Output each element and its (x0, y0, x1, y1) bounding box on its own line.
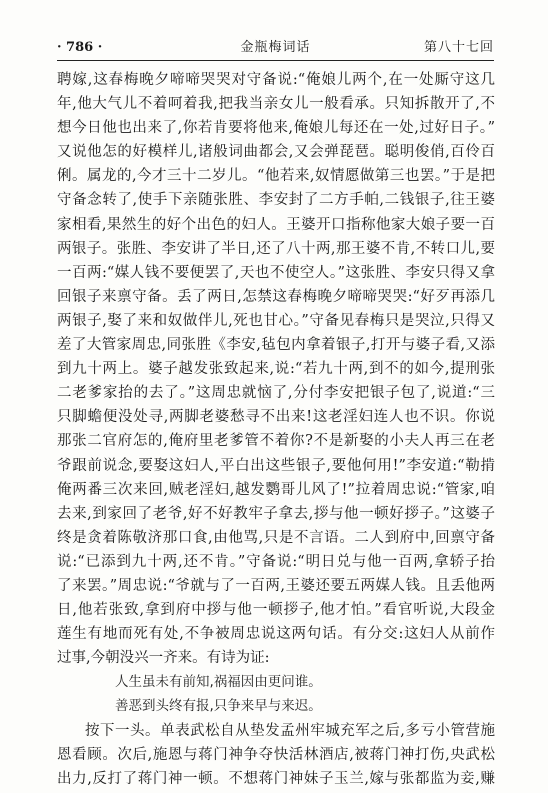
text-line: 莲生有地而死有处,不争被周忠说这两句话。有分交:这妇人从前作 (57, 626, 495, 643)
page-number: · 786 · (57, 40, 103, 55)
text-line: 想今日他也出来了,你若肯要将他来,俺娘儿每还在一处,过好日子。” (57, 120, 495, 137)
text-line: 那张二官府怎的,俺府里老爹管不着你?不是新娶的小夫人再三在老 (57, 433, 495, 450)
poem (57, 670, 495, 718)
text-line: 俺两番三次来回,贼老淫妇,越发鹦哥儿风了!”拉着周忠说:“管家,咱 (57, 481, 495, 498)
text-line: 差了大管家周忠,同张胜《李安,毡包内拿着银子,打开与婆子看,又添 (57, 337, 495, 354)
text-line: 到九十两上。婆子越发张致起来,说:“若九十两,到不的如今,提刑张 (57, 361, 495, 378)
text-line: 两银子,娶了来和奴做伴儿,死也甘心。”守备见春梅只是哭泣,只得又 (57, 312, 495, 329)
poem-line: 人生虽未有前知,祸福因由更问谁。 (115, 674, 322, 691)
running-header (57, 38, 494, 60)
text-line: 终是贪着陈敬济那口食,由他骂,只是不言语。二人到府中,回禀守备 (57, 529, 495, 546)
text-line: 爷跟前说念,要娶这妇人,平白出这些银子,要他何用!”李安道:“勒掯 (57, 457, 495, 474)
body-text (57, 68, 495, 791)
header-rule (57, 60, 494, 61)
chapter-title: 第八十七回 (423, 40, 494, 55)
paragraph (57, 719, 495, 791)
text-line: 守备念转了,使手下亲随张胜、李安封了二方手帕,二钱银子,往王婆 (57, 192, 495, 209)
book-title: 金瓶梅词话 (240, 40, 311, 55)
paragraph (57, 68, 495, 670)
text-line: 过事,今朝没兴一齐来。有诗为证: (57, 650, 270, 667)
text-line: 去来,到家回了老爷,好不好教牢子拿去,拶与他一顿好拶子。”这婆子 (57, 505, 495, 522)
text-line: 回银子来禀守备。丢了两日,怎禁这春梅晚夕啼啼哭哭:“好歹再添几 (57, 288, 495, 305)
text-line: 只脚蟾便没处寻,两脚老婆愁寻不出来!这老淫妇连人也不识。你说 (57, 409, 495, 426)
text-line: 聘嫁,这春梅晚夕啼啼哭哭对守备说:“俺娘儿两个,在一处厮守这几 (57, 72, 495, 88)
text-line: 俐。属龙的,今才三十二岁儿。“他若来,奴情愿做第三也罢。”于是把 (57, 168, 495, 185)
text-line: 一百两:“媒人钱不要便罢了,天也不使空人。”这张胜、李安只得又拿 (57, 264, 495, 281)
text-line: 出力,反打了蒋门神一顿。不想蒋门神妹子玉兰,嫁与张都监为妾,赚 (57, 770, 495, 787)
text-line: 两银子。张胜、李安讲了半日,还了八十两,那王婆不肯,不转口儿,要 (57, 240, 495, 257)
text-line: 日,他若张致,拿到府中拶与他一顿拶子,他才怕。”看官听说,大段金 (57, 602, 495, 619)
text-line: 二老爹家抬的去了。”这周忠就恼了,分付李安把银子包了,说道:“三 (57, 385, 495, 402)
text-line: 恩看顾。次后,施恩与蒋门神争夺快活林酒店,被蒋门神打伤,央武松 (57, 746, 495, 763)
text-line: 了来罢。”周忠说:“爷就与了一百两,王婆还要五两媒人钱。且丢他两 (57, 577, 495, 594)
text-line: 说:“已添到九十两,还不肯。”守备说:“明日兑与他一百两,拿轿子抬 (57, 553, 495, 570)
text-line: 年,他大气儿不着呵着我,把我当亲女儿一般看承。只知拆散开了,不 (57, 96, 495, 113)
text-line: 又说他怎的好模样儿,诸般词曲都会,又会弹琵琶。聪明俊俏,百伶百 (57, 144, 495, 161)
text-line: 按下一头。单表武松自从垫发孟州牢城充军之后,多亏小管营施 (85, 722, 495, 739)
text-line: 家相看,果然生的好个出色的妇人。王婆开口指称他家大娘子要一百 (57, 216, 495, 233)
poem-line: 善恶到头终有报,只争来早与来迟。 (115, 698, 322, 715)
